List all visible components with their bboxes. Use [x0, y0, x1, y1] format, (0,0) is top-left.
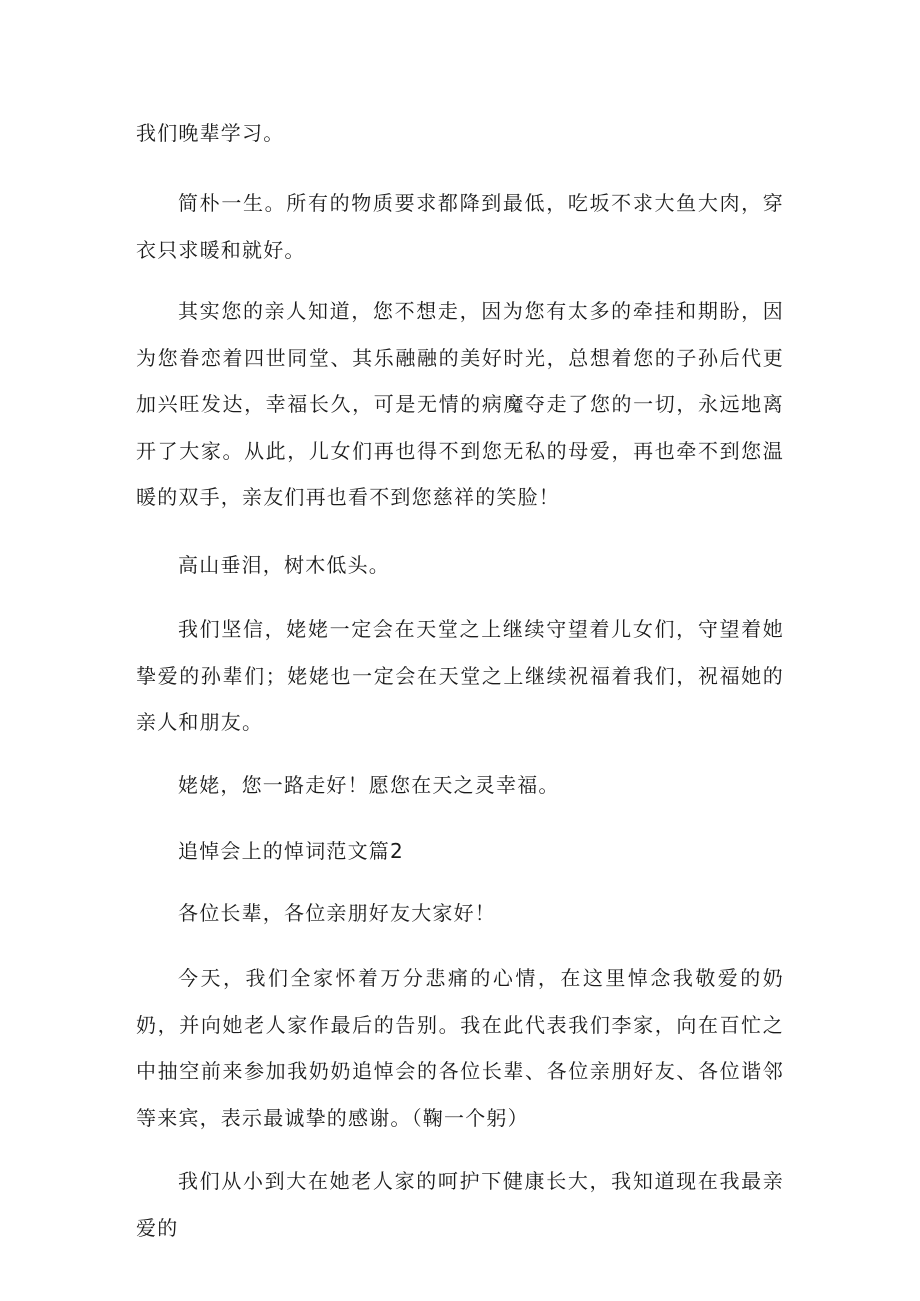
paragraph-we-believe: 我们坚信，姥姥一定会在天堂之上继续守望着儿女们，守望着她挚爱的孙辈们；姥姥也一定会在天堂之上继续祝福着我们，祝福她的亲人和朋友。: [136, 617, 784, 734]
paragraph-relatives-know: 其实您的亲人知道，您不想走，因为您有太多的牵挂和期盼，因为您眷恋着四世同堂、其乐融融的美好时光，总想着您的子孙后代更加兴旺发达，幸福长久，可是无情的病魔夺走了您的一切，永远地离开了大家。从此，儿女们再也得不到您无私的母爱，再也牵不到您温暖的双手，亲友们再也看不到您慈祥的笑脸！: [136, 299, 784, 509]
paragraph-today: 今天，我们全家怀着万分悲痛的心情，在这里悼念我敬爱的奶奶，并向她老人家作最后的告别。我在此代表我们李家，向在百忙之中抽空前来参加我奶奶追悼会的各位长辈、各位亲朋好友、各位谐邻等来宾，表示最诚挚的感谢。（鞠一个躬）: [136, 966, 784, 1130]
paragraph-simple-life: 简朴一生。所有的物质要求都降到最低，吃坂不求大鱼大肉，穿衣只求暖和就好。: [136, 191, 784, 262]
paragraph-greeting: 各位长辈，各位亲朋好友大家好！: [178, 901, 496, 925]
section-title: 追悼会上的悼词范文篇2: [178, 839, 404, 863]
paragraph-continuation: 我们晚辈学习。: [136, 121, 285, 145]
paragraph-growing-up: 我们从小到大在她老人家的呵护下健康长大，我知道现在我最亲爱的: [136, 1169, 784, 1240]
paragraph-farewell: 姥姥，您一路走好！愿您在天之灵幸福。: [178, 773, 560, 797]
paragraph-mountains-weep: 高山垂泪，树木低头。: [178, 553, 390, 577]
